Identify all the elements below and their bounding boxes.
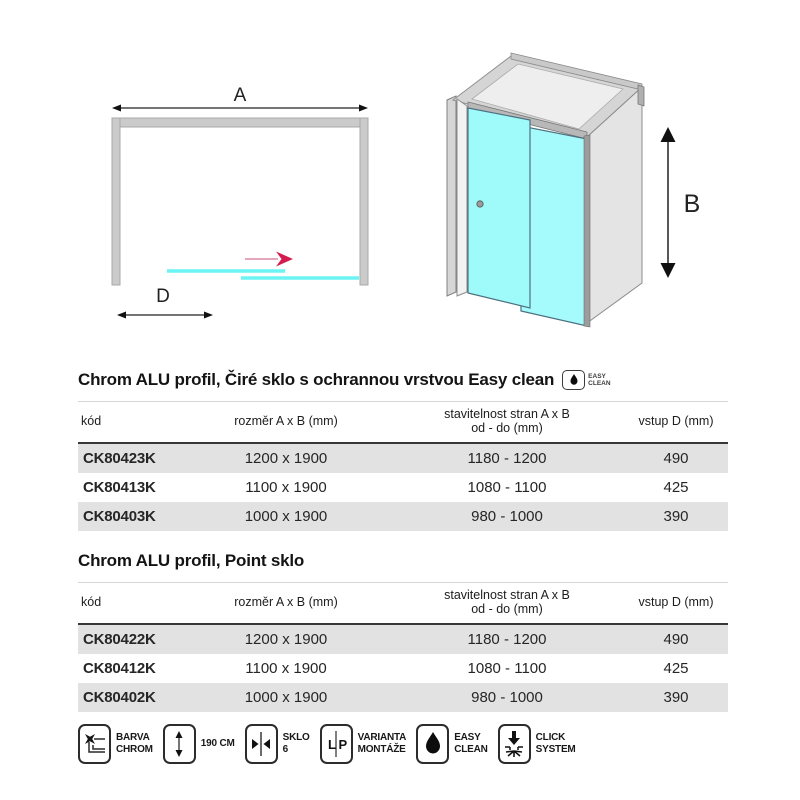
size-cell: 1000 x 1900	[244, 507, 328, 525]
entry-cell: 490	[663, 449, 689, 467]
col-header-adjust	[390, 402, 624, 443]
code-cell: CK80403K	[83, 507, 156, 525]
frame-right-wall	[360, 118, 368, 285]
code-cell: CK80422K	[83, 630, 156, 648]
footer-feature-bar	[78, 724, 728, 764]
feature-label	[283, 732, 310, 755]
feature-label	[201, 738, 235, 750]
adjust-cell: 980 - 1000	[471, 688, 543, 706]
spec-table-point-sklo	[78, 582, 728, 712]
glass-panel-fixed	[521, 126, 587, 326]
table-row	[78, 473, 728, 502]
col-header-size: rozměr A x B (mm)	[182, 402, 390, 443]
col-header-adjust	[390, 582, 624, 623]
feature-label-line: EASY	[454, 732, 481, 743]
arrow-right-icon	[204, 312, 213, 319]
badge-line: EASY	[588, 372, 606, 380]
adjust-cell: 980 - 1000	[471, 507, 543, 525]
code-cell: CK80412K	[83, 659, 156, 677]
section-title-text: Chrom ALU profil, Point sklo	[78, 550, 305, 570]
entry-cell: 425	[663, 478, 689, 496]
col-header-entry: vstup D (mm)	[624, 582, 728, 623]
size-cell: 1200 x 1900	[244, 630, 328, 648]
feature-label	[454, 732, 487, 755]
frame-top-rail	[112, 118, 368, 127]
adjust-cell: 1180 - 1200	[467, 630, 547, 648]
feature-label-line: SKLO	[282, 732, 310, 743]
size-cell: 1000 x 1900	[244, 688, 328, 706]
feature-label-line: 190 CM	[200, 737, 235, 749]
feature-label-line: CHROM	[116, 743, 153, 755]
entry-cell: 390	[663, 688, 689, 706]
feature-click-system	[498, 724, 576, 764]
col-header-adjust-line2: od - do (mm)	[471, 602, 543, 617]
col-header-entry: vstup D (mm)	[624, 402, 728, 443]
plan-view-diagram	[95, 75, 395, 335]
slide-direction-arrow-icon	[276, 252, 293, 267]
feature-label-line: MONTÁŽE	[357, 743, 406, 755]
table-header-row	[78, 582, 728, 623]
glass-panel-moving	[468, 108, 530, 308]
feature-label	[358, 732, 407, 755]
code-cell: CK80413K	[83, 478, 156, 496]
feature-label-line: 6	[282, 743, 288, 755]
easy-clean-badge	[562, 370, 610, 390]
feature-label	[536, 732, 576, 755]
feature-label-line: VARIANTA	[357, 732, 407, 743]
feature-easy-clean	[416, 724, 487, 764]
table-row	[78, 502, 728, 531]
size-cell: 1100 x 1900	[245, 659, 327, 677]
wall-profile-strip	[447, 96, 456, 296]
adjust-cell: 1080 - 1100	[467, 659, 547, 677]
feature-sklo	[245, 724, 310, 764]
feature-label-line: CLEAN	[454, 743, 488, 755]
entry-cell: 425	[663, 659, 689, 677]
feature-label	[116, 732, 153, 755]
section-title-point-sklo	[78, 549, 728, 573]
table-row	[78, 654, 728, 683]
easy-clean-icon	[416, 724, 449, 764]
door-side-rail	[584, 135, 590, 327]
easy-clean-badge-box	[562, 370, 585, 390]
section-title-easy-clean	[78, 368, 728, 392]
table-row	[78, 683, 728, 712]
door-knob	[477, 201, 483, 207]
glass-thickness-icon	[245, 724, 278, 764]
iso-view-diagram	[420, 40, 720, 340]
corner-profile	[638, 85, 644, 106]
feature-barva-chrom	[78, 724, 153, 764]
height-icon	[163, 724, 196, 764]
mount-variant-icon	[320, 724, 353, 764]
dimension-d-label: D	[156, 286, 170, 307]
dimension-a-label: A	[233, 85, 247, 106]
left-wall-profile	[457, 99, 467, 296]
arrow-right-icon	[359, 105, 368, 112]
adjust-cell: 1080 - 1100	[467, 478, 547, 496]
dimension-b-label: B	[683, 190, 701, 218]
feature-label-line: SYSTEM	[535, 743, 576, 755]
arrow-left-icon	[117, 312, 126, 319]
table-row	[78, 624, 728, 654]
svg-text:P: P	[338, 736, 348, 752]
table-row	[78, 443, 728, 473]
arrow-left-icon	[112, 105, 121, 112]
size-cell: 1200 x 1900	[244, 449, 328, 467]
droplet-icon	[568, 373, 580, 387]
easy-clean-badge-text	[588, 373, 610, 388]
col-header-size: rozměr A x B (mm)	[182, 582, 390, 623]
section-title-text: Chrom ALU profil, Čiré sklo s ochrannou vrstvou Easy clean	[78, 370, 555, 389]
code-cell: CK80402K	[83, 688, 156, 706]
col-header-code: kód	[78, 402, 182, 443]
size-cell: 1100 x 1900	[245, 478, 327, 496]
entry-cell: 390	[663, 507, 689, 525]
content-column	[78, 368, 728, 764]
col-header-adjust-line1: stavitelnost stran A x B	[444, 407, 570, 421]
click-system-icon	[498, 724, 531, 764]
code-cell: CK80423K	[83, 449, 156, 467]
table-header-row	[78, 402, 728, 443]
feature-varianta	[320, 724, 407, 764]
frame-left-wall	[112, 118, 120, 285]
adjust-cell: 1180 - 1200	[467, 449, 547, 467]
col-header-adjust-line2: od - do (mm)	[471, 421, 543, 436]
col-header-adjust-line1: stavitelnost stran A x B	[444, 587, 570, 602]
feature-label-line: CLICK	[535, 732, 566, 743]
entry-cell: 490	[663, 630, 689, 648]
col-header-code: kód	[78, 582, 182, 623]
feature-label-line: BARVA	[116, 732, 150, 743]
badge-line: CLEAN	[588, 380, 611, 387]
svg-text:L: L	[328, 736, 337, 752]
feature-height	[163, 724, 235, 764]
chrome-profile-icon	[78, 724, 111, 764]
arrow-up-icon	[661, 127, 676, 142]
spec-table-easy-clean	[78, 401, 728, 531]
arrow-down-icon	[661, 263, 676, 278]
